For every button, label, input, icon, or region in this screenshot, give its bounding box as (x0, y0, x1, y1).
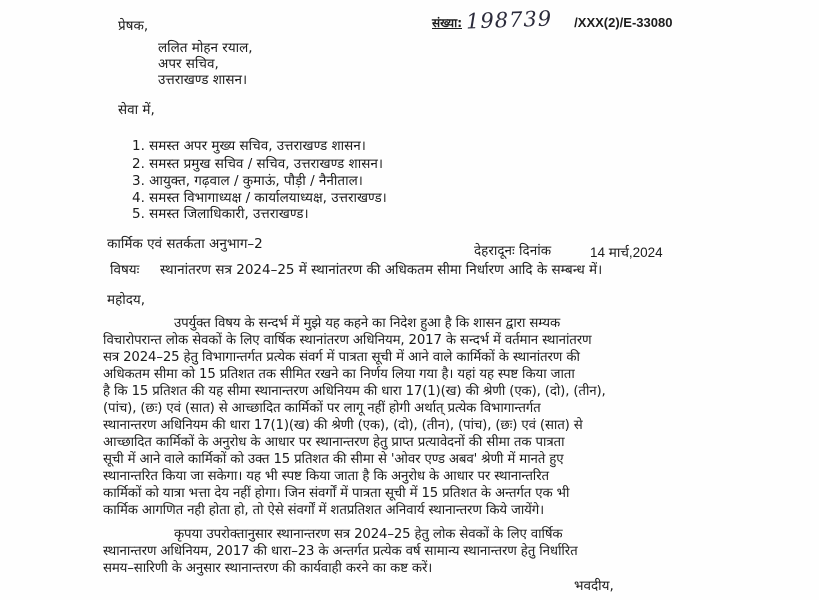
sender-name: ललित मोहन रयाल, (158, 40, 253, 56)
reference-label: संख्या: (432, 16, 462, 30)
subject-text: स्थानांतरण सत्र 2024–25 में स्थानांतरण की अधिकतम सीमा निर्धारण आदि के सम्बन्ध में। (160, 262, 603, 278)
paragraph-line: विचारोपरान्त लोक सेवकों के लिए वार्षिक स्थानांतरण अधिनियम, 2017 के सन्दर्भ में वर्तमान स्थानांतरण (103, 333, 592, 348)
reference-code: /XXX(2)/E-33080 (574, 15, 673, 30)
sender-office: उत्तराखण्ड शासन। (158, 72, 248, 88)
sender-label: प्रेषक, (118, 18, 149, 34)
paragraph-line: स्थानान्तरित किया जा सकेगा। यह भी स्पष्ट किया जाता है कि अनुरोध के आधार पर स्थानान्तरित (103, 469, 549, 484)
section-name: कार्मिक एवं सतर्कता अनुभाग–2 (107, 236, 263, 252)
paragraph-line: सत्र 2024–25 हेतु विभागान्तर्गत प्रत्येक संवर्ग में पात्रता सूची में आने वाले कार्मिकों के स्थानांतरण की (103, 350, 580, 365)
paragraph-line: (पांच), (छः) एवं (सात) से आच्छादित कार्मिकों पर लागू नहीं होगी अर्थात् प्रत्येक विभागान्तर्गत (103, 401, 541, 416)
paragraph-line: कृपया उपरोक्तानुसार स्थानान्तरण सत्र 2024–25 हेतु लोक सेवकों के लिए वार्षिक (174, 527, 563, 542)
paragraph-line: समय–सारिणी के अनुसार स्थानान्तरण की कार्यवाही करने का कष्ट करें। (103, 561, 433, 576)
paragraph-line: स्थानान्तरण अधिनियम, 2017 की धारा–23 के अन्तर्गत प्रत्येक वर्ष सामान्य स्थानान्तरण हेतु निर्धारित (103, 544, 578, 559)
paragraph-line: स्थानान्तरण अधिनियम की धारा 17(1)(ख) की श्रेणी (एक), (दो), (तीन), (पांच), (छः) एवं (सात) से (103, 418, 583, 433)
paragraph-line: उपर्युक्त विषय के सन्दर्भ में मुझे यह कहने का निदेश हुआ है कि शासन द्वारा सम्यक (174, 316, 561, 331)
paragraph-line: कार्मिकों को यात्रा भत्ता देय नहीं होगा। जिन संवर्गों में पात्रता सूची में 15 प्रतिशत के अन्तर्गत एक भी (103, 486, 570, 501)
paragraph-line: आच्छादित कार्मिकों के अनुरोध के आधार पर स्थानान्तरण हेतु प्राप्त प्रत्यावेदनों की सीमा तक पात्रता (103, 435, 565, 450)
subject-label: विषयः (110, 262, 140, 278)
recipient-item: 4. समस्त विभागाध्यक्ष / कार्यालयाध्यक्ष, उत्तराखण्ड। (132, 190, 387, 206)
place-label: देहरादूनः दिनांक (474, 243, 552, 259)
recipient-item: 2. समस्त प्रमुख सचिव / सचिव, उत्तराखण्ड शासन। (132, 156, 383, 172)
paragraph-line: सूची में आने वाले कार्मिकों को उक्त 15 प्रतिशत की सीमा से 'ओवर एण्ड अबव' श्रेणी में मानते हुए (103, 452, 564, 467)
paragraph-line: अधिकतम सीमा को 15 प्रतिशत तक सीमित रखने का निर्णय लिया गया है। यहां यह स्पष्ट किया जाता (103, 367, 575, 382)
salutation: महोदय, (107, 292, 146, 308)
reference-number (432, 8, 672, 32)
recipient-item: 3. आयुक्त, गढ़वाल / कुमाऊं, पौड़ी / नैनीताल। (132, 173, 363, 189)
sender-designation: अपर सचिव, (158, 56, 219, 72)
paragraph-line: है कि 15 प्रतिशत की यह सीमा स्थानान्तरण अधिनियम की धारा 17(1)(ख) की श्रेणी (एक), (दो), (तीन), (103, 384, 606, 399)
recipient-item: 5. समस्त जिलाधिकारी, उत्तराखण्ड। (132, 206, 309, 222)
closing: भवदीय, (574, 578, 614, 594)
recipient-item: 1. समस्त अपर मुख्य सचिव, उत्तराखण्ड शासन। (132, 138, 366, 154)
letter-date: 14 मार्च,2024 (590, 245, 663, 260)
recipients-label: सेवा में, (118, 102, 155, 118)
reference-handwritten-number: 198739 (465, 6, 553, 34)
paragraph-line: कार्मिक आगणित नही होता हो, तो ऐसे संवर्गों में शतप्रतिशत अनिवार्य स्थानान्तरण किये जायेंगे। (103, 503, 544, 518)
